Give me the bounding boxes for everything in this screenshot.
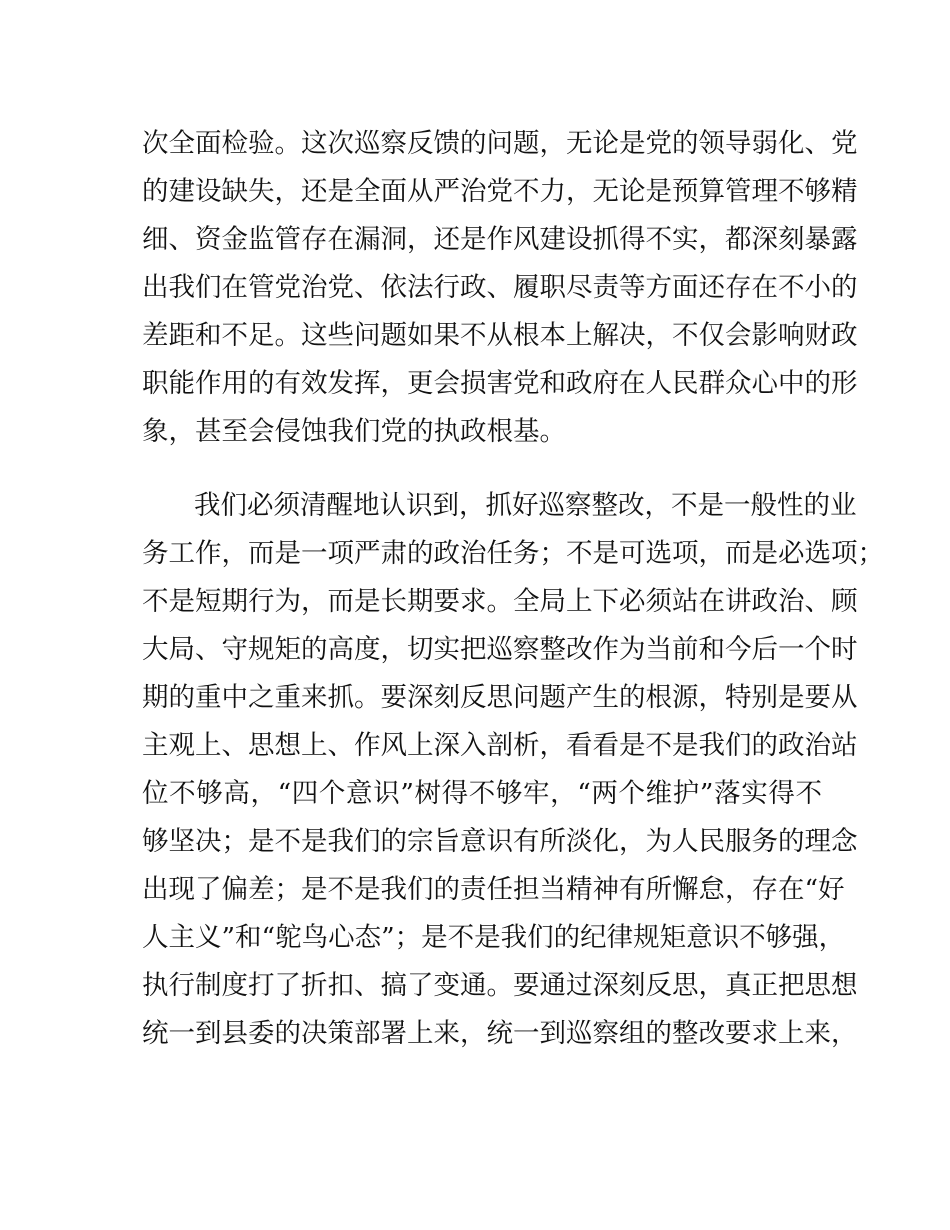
paragraph-2-line-11: 执行制度打了折扣、搞了变通。要通过深刻反思，真正把思想 bbox=[142, 970, 858, 1001]
paragraph-2-line-2: 务工作，而是一项严肃的政治任务；不是可选项，而是必选项； bbox=[142, 538, 884, 569]
paragraph-2-line-10: 人主义”和“鸵鸟心态”；是不是我们的纪律规矩意识不够强， bbox=[142, 922, 846, 953]
paragraph-1-line-7: 象，甚至会侵蚀我们党的执政根基。 bbox=[142, 416, 566, 447]
paragraph-2-line-9: 出现了偏差；是不是我们的责任担当精神有所懈怠，存在“好 bbox=[142, 874, 845, 905]
paragraph-2-line-5: 期的重中之重来抓。要深刻反思问题产生的根源，特别是要从 bbox=[142, 682, 858, 713]
paragraph-1-line-5: 差距和不足。这些问题如果不从根本上解决，不仅会影响财政 bbox=[142, 320, 858, 351]
paragraph-1-line-4: 出我们在管党治党、依法行政、履职尽责等方面还存在不小的 bbox=[142, 272, 858, 303]
paragraph-1-line-6: 职能作用的有效发挥，更会损害党和政府在人民群众心中的形 bbox=[142, 368, 858, 399]
paragraph-1-line-1: 次全面检验。这次巡察反馈的问题，无论是党的领导弱化、党 bbox=[142, 128, 858, 159]
paragraph-1-line-2: 的建设缺失，还是全面从严治党不力，无论是预算管理不够精 bbox=[142, 176, 858, 207]
paragraph-2-line-12: 统一到县委的决策部署上来，统一到巡察组的整改要求上来， bbox=[142, 1018, 858, 1049]
paragraph-2-line-3: 不是短期行为，而是长期要求。全局上下必须站在讲政治、顾 bbox=[142, 586, 858, 617]
paragraph-2-line-7: 位不够高，“四个意识”树得不够牢，“两个维护”落实得不 bbox=[142, 778, 822, 809]
paragraph-2-line-6: 主观上、思想上、作风上深入剖析，看看是不是我们的政治站 bbox=[142, 730, 858, 761]
paragraph-2-line-4: 大局、守规矩的高度，切实把巡察整改作为当前和今后一个时 bbox=[142, 634, 858, 665]
paragraph-2-line-8: 够坚决；是不是我们的宗旨意识有所淡化，为人民服务的理念 bbox=[142, 826, 858, 857]
paragraph-2-line-1: 我们必须清醒地认识到，抓好巡察整改，不是一般性的业 bbox=[194, 490, 857, 521]
paragraph-1-line-3: 细、资金监管存在漏洞，还是作风建设抓得不实，都深刻暴露 bbox=[142, 224, 858, 255]
